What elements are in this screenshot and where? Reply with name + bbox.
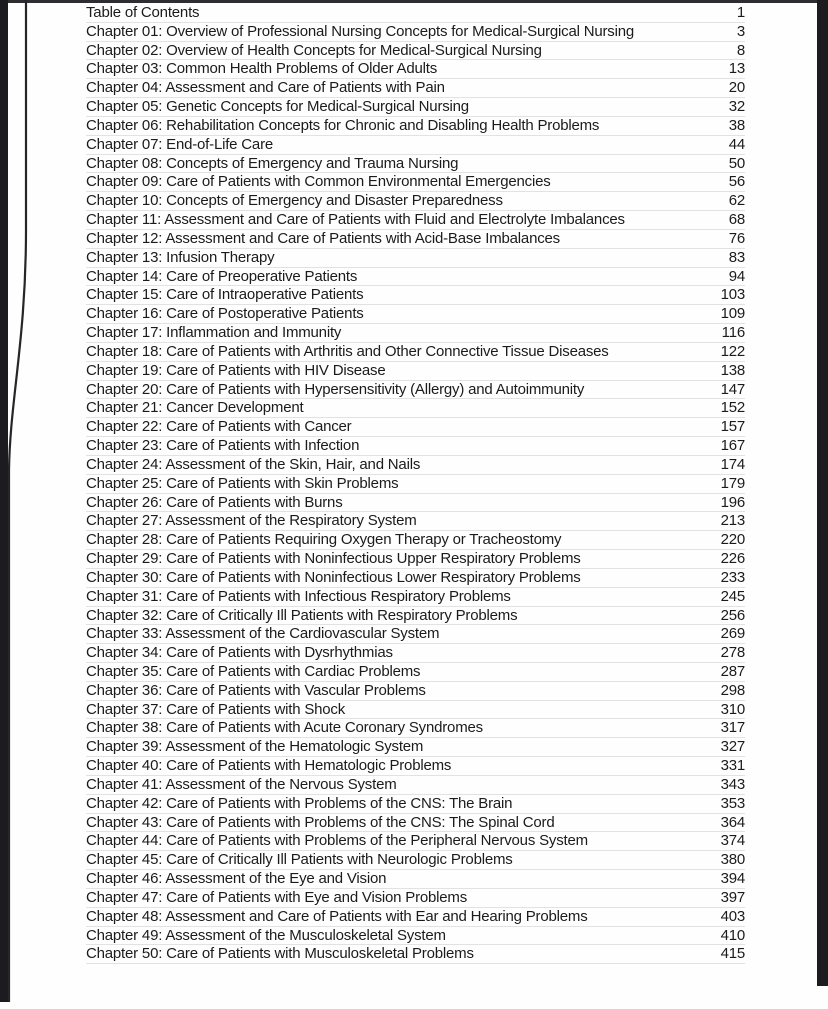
toc-row xyxy=(86,79,745,98)
toc-entry-page: 147 xyxy=(720,380,745,398)
toc-entry-label: Chapter 06: Rehabilitation Concepts for Chronic and Disabling Health Problems xyxy=(86,116,600,134)
toc-row xyxy=(86,230,745,249)
toc-entry-page: 116 xyxy=(721,324,745,342)
toc-table xyxy=(86,4,745,964)
toc-row xyxy=(86,381,745,400)
toc-entry-label: Chapter 30: Care of Patients with Noninfectious Lower Respiratory Problems xyxy=(86,568,581,586)
toc-entry-page: 196 xyxy=(720,493,745,511)
toc-entry-page: 13 xyxy=(728,60,745,78)
toc-entry-label: Chapter 31: Care of Patients with Infectious Respiratory Problems xyxy=(86,587,511,605)
toc-entry-label: Chapter 04: Assessment and Care of Patients with Pain xyxy=(86,79,445,97)
toc-entry-label: Chapter 41: Assessment of the Nervous System xyxy=(86,775,397,793)
toc-entry-label: Chapter 14: Care of Preoperative Patients xyxy=(86,267,358,285)
toc-row xyxy=(86,155,745,174)
toc-entry-page: 256 xyxy=(720,606,745,624)
toc-entry-label: Chapter 13: Infusion Therapy xyxy=(86,248,275,266)
toc-row xyxy=(86,550,745,569)
toc-entry-page: 56 xyxy=(728,173,745,191)
toc-entry-page: 374 xyxy=(720,832,745,850)
toc-entry-label: Chapter 16: Care of Postoperative Patients xyxy=(86,305,364,323)
toc-entry-label: Chapter 22: Care of Patients with Cancer xyxy=(86,418,352,436)
toc-entry-page: 83 xyxy=(728,248,745,266)
toc-entry-page: 298 xyxy=(720,681,745,699)
toc-entry-label: Chapter 21: Cancer Development xyxy=(86,399,304,417)
toc-row xyxy=(86,908,745,927)
toc-entry-label: Chapter 38: Care of Patients with Acute Coronary Syndromes xyxy=(86,719,483,737)
toc-row xyxy=(86,98,745,117)
toc-entry-page: 278 xyxy=(720,644,745,662)
toc-entry-page: 1 xyxy=(736,4,745,21)
toc-row xyxy=(86,42,745,61)
toc-entry-page: 220 xyxy=(720,531,745,549)
toc-row xyxy=(86,324,745,343)
toc-entry-page: 103 xyxy=(720,286,745,304)
toc-row xyxy=(86,870,745,889)
toc-entry-page: 327 xyxy=(720,738,745,756)
toc-row xyxy=(86,927,745,946)
toc-entry-page: 213 xyxy=(720,512,745,530)
toc-row xyxy=(86,776,745,795)
toc-entry-label: Chapter 20: Care of Patients with Hypersensitivity (Allergy) and Autoimmunity xyxy=(86,380,585,398)
toc-row xyxy=(86,738,745,757)
toc-entry-page: 62 xyxy=(728,192,745,210)
toc-row xyxy=(86,192,745,211)
toc-entry-page: 364 xyxy=(720,813,745,831)
toc-entry-label: Chapter 19: Care of Patients with HIV Disease xyxy=(86,361,386,379)
toc-entry-label: Chapter 47: Care of Patients with Eye and Vision Problems xyxy=(86,888,468,906)
toc-entry-page: 269 xyxy=(720,625,745,643)
toc-entry-label: Chapter 50: Care of Patients with Musculoskeletal Problems xyxy=(86,945,474,963)
toc-entry-page: 152 xyxy=(720,399,745,417)
toc-entry-page: 233 xyxy=(720,568,745,586)
toc-row xyxy=(86,418,745,437)
toc-entry-label: Chapter 18: Care of Patients with Arthritis and Other Connective Tissue Diseases xyxy=(86,342,609,360)
toc-entry-label: Chapter 29: Care of Patients with Noninfectious Upper Respiratory Problems xyxy=(86,550,581,568)
toc-entry-page: 8 xyxy=(736,41,745,59)
toc-entry-page: 109 xyxy=(720,305,745,323)
toc-row xyxy=(86,607,745,626)
toc-entry-page: 310 xyxy=(720,700,745,718)
toc-row xyxy=(86,814,745,833)
toc-entry-label: Chapter 05: Genetic Concepts for Medical-Surgical Nursing xyxy=(86,98,469,116)
toc-entry-label: Chapter 03: Common Health Problems of Older Adults xyxy=(86,60,438,78)
toc-row xyxy=(86,625,745,644)
toc-row xyxy=(86,588,745,607)
toc-row xyxy=(86,757,745,776)
toc-row xyxy=(86,286,745,305)
scan-edge-right xyxy=(817,0,828,986)
toc-row xyxy=(86,701,745,720)
toc-row xyxy=(86,399,745,418)
toc-entry-page: 397 xyxy=(720,888,745,906)
toc-entry-label: Chapter 40: Care of Patients with Hematologic Problems xyxy=(86,757,452,775)
toc-entry-page: 380 xyxy=(720,851,745,869)
toc-entry-label: Chapter 01: Overview of Professional Nursing Concepts for Medical-Surgical Nursing xyxy=(86,22,635,40)
toc-row xyxy=(86,795,745,814)
toc-entry-page: 44 xyxy=(728,135,745,153)
toc-entry-label: Chapter 23: Care of Patients with Infection xyxy=(86,437,360,455)
toc-entry-label: Chapter 44: Care of Patients with Problems of the Peripheral Nervous System xyxy=(86,832,588,850)
toc-entry-page: 287 xyxy=(720,662,745,680)
toc-row xyxy=(86,456,745,475)
toc-row xyxy=(86,945,745,964)
toc-row xyxy=(86,211,745,230)
toc-entry-page: 50 xyxy=(728,154,745,172)
toc-entry-label: Chapter 26: Care of Patients with Burns xyxy=(86,493,343,511)
toc-entry-page: 167 xyxy=(720,437,745,455)
toc-entry-label: Chapter 12: Assessment and Care of Patients with Acid-Base Imbalances xyxy=(86,229,560,247)
toc-row xyxy=(86,249,745,268)
toc-entry-page: 226 xyxy=(720,550,745,568)
toc-entry-page: 3 xyxy=(736,22,745,40)
toc-entry-label: Chapter 35: Care of Patients with Cardiac Problems xyxy=(86,662,421,680)
toc-entry-page: 317 xyxy=(720,719,745,737)
toc-row xyxy=(86,663,745,682)
toc-entry-page: 245 xyxy=(720,587,745,605)
toc-row xyxy=(86,512,745,531)
toc-entry-label: Chapter 10: Concepts of Emergency and Disaster Preparedness xyxy=(86,192,503,210)
toc-entry-page: 403 xyxy=(720,907,745,925)
toc-row xyxy=(86,136,745,155)
toc-entry-label: Chapter 02: Overview of Health Concepts for Medical-Surgical Nursing xyxy=(86,41,542,59)
toc-row xyxy=(86,362,745,381)
toc-entry-label: Chapter 36: Care of Patients with Vascular Problems xyxy=(86,681,426,699)
toc-row xyxy=(86,682,745,701)
toc-entry-label: Chapter 11: Assessment and Care of Patients with Fluid and Electrolyte Imbalances xyxy=(86,211,625,229)
toc-row xyxy=(86,832,745,851)
toc-entry-page: 94 xyxy=(728,267,745,285)
toc-entry-page: 122 xyxy=(720,342,745,360)
toc-entry-page: 410 xyxy=(720,926,745,944)
toc-entry-label: Chapter 17: Inflammation and Immunity xyxy=(86,324,342,342)
toc-entry-page: 394 xyxy=(720,870,745,888)
toc-entry-label: Chapter 32: Care of Critically Ill Patients with Respiratory Problems xyxy=(86,606,518,624)
toc-entry-page: 179 xyxy=(720,474,745,492)
toc-row xyxy=(86,117,745,136)
toc-entry-label: Chapter 49: Assessment of the Musculoskeletal System xyxy=(86,926,446,944)
toc-entry-label: Chapter 45: Care of Critically Ill Patients with Neurologic Problems xyxy=(86,851,513,869)
toc-entry-page: 68 xyxy=(728,211,745,229)
toc-entry-label: Chapter 09: Care of Patients with Common Environmental Emergencies xyxy=(86,173,551,191)
scan-edge-left xyxy=(0,0,8,1002)
toc-entry-label: Chapter 15: Care of Intraoperative Patients xyxy=(86,286,364,304)
toc-row xyxy=(86,531,745,550)
toc-entry-page: 32 xyxy=(728,98,745,116)
toc-entry-label: Chapter 48: Assessment and Care of Patients with Ear and Hearing Problems xyxy=(86,907,588,925)
toc-row xyxy=(86,569,745,588)
toc-entry-label: Chapter 34: Care of Patients with Dysrhythmias xyxy=(86,644,393,662)
toc-entry-page: 38 xyxy=(728,116,745,134)
toc-row xyxy=(86,889,745,908)
toc-entry-label: Chapter 07: End-of-Life Care xyxy=(86,135,274,153)
toc-entry-label: Chapter 37: Care of Patients with Shock xyxy=(86,700,346,718)
toc-entry-label: Chapter 46: Assessment of the Eye and Vision xyxy=(86,870,387,888)
toc-row xyxy=(86,305,745,324)
toc-row xyxy=(86,494,745,513)
toc-row xyxy=(86,4,745,23)
toc-row xyxy=(86,173,745,192)
toc-entry-label: Table of Contents xyxy=(86,4,200,21)
toc-entry-page: 353 xyxy=(720,794,745,812)
toc-entry-page: 174 xyxy=(720,455,745,473)
toc-row xyxy=(86,23,745,42)
toc-row xyxy=(86,437,745,456)
toc-row xyxy=(86,644,745,663)
toc-entry-label: Chapter 33: Assessment of the Cardiovascular System xyxy=(86,625,440,643)
toc-entry-label: Chapter 27: Assessment of the Respiratory System xyxy=(86,512,417,530)
toc-row xyxy=(86,719,745,738)
toc-row xyxy=(86,343,745,362)
toc-entry-label: Chapter 43: Care of Patients with Problems of the CNS: The Spinal Cord xyxy=(86,813,555,831)
toc-row xyxy=(86,475,745,494)
toc-entry-page: 343 xyxy=(720,775,745,793)
toc-row xyxy=(86,60,745,79)
toc-row xyxy=(86,268,745,287)
toc-entry-page: 415 xyxy=(720,945,745,963)
toc-entry-label: Chapter 24: Assessment of the Skin, Hair, and Nails xyxy=(86,455,421,473)
toc-entry-page: 331 xyxy=(720,757,745,775)
toc-entry-label: Chapter 08: Concepts of Emergency and Trauma Nursing xyxy=(86,154,459,172)
scan-edge-top xyxy=(0,0,828,3)
toc-row xyxy=(86,851,745,870)
toc-entry-label: Chapter 28: Care of Patients Requiring Oxygen Therapy or Tracheostomy xyxy=(86,531,562,549)
toc-entry-page: 157 xyxy=(720,418,745,436)
toc-entry-page: 138 xyxy=(720,361,745,379)
toc-entry-page: 20 xyxy=(728,79,745,97)
toc-entry-label: Chapter 42: Care of Patients with Problems of the CNS: The Brain xyxy=(86,794,513,812)
toc-entry-page: 76 xyxy=(728,229,745,247)
toc-entry-label: Chapter 25: Care of Patients with Skin Problems xyxy=(86,474,399,492)
toc-entry-label: Chapter 39: Assessment of the Hematologic System xyxy=(86,738,424,756)
